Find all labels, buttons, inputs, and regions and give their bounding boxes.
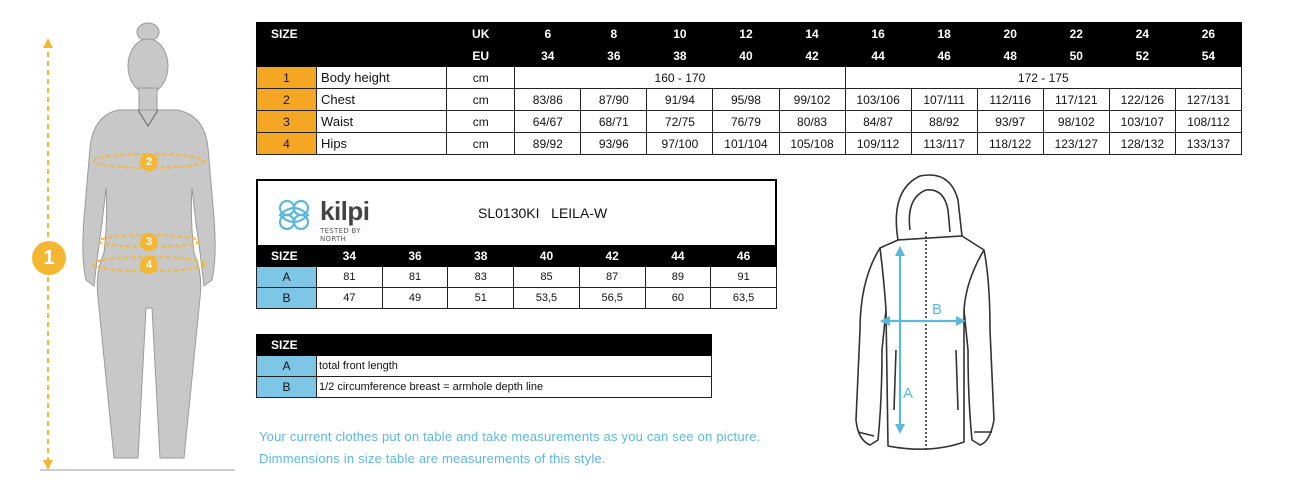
eu-size: 40 (713, 45, 779, 67)
cell: 109/112 (845, 133, 911, 155)
legend-label: A (257, 356, 317, 377)
legend-text: 1/2 circumference breast = armhole depth line (317, 377, 712, 398)
product-row-a (257, 267, 777, 288)
cell: 60 (645, 288, 711, 309)
cell: 93/97 (977, 111, 1043, 133)
cell: 103/106 (845, 89, 911, 111)
cell: 123/127 (1043, 133, 1109, 155)
uk-size: 20 (977, 23, 1043, 45)
cell: 95/98 (713, 89, 779, 111)
eu-size: 34 (515, 45, 581, 67)
size-header-blank (257, 45, 447, 67)
size-label: SIZE (257, 246, 317, 267)
unit: cm (447, 133, 515, 155)
cell: 99/102 (779, 89, 845, 111)
instruction-note: Dimmensions in size table are measurements of this style. (259, 451, 606, 466)
knot-icon (272, 193, 316, 237)
cell: 91/94 (647, 89, 713, 111)
row-chest (257, 89, 1242, 111)
legend-row-a (257, 356, 712, 377)
cell: 103/107 (1109, 111, 1175, 133)
cell: 128/132 (1109, 133, 1175, 155)
size-header-label: SIZE (257, 23, 447, 45)
product-header-row (257, 246, 777, 267)
product-size: 34 (317, 246, 383, 267)
height-range: 160 - 170 (515, 67, 845, 89)
cell: 85 (514, 267, 580, 288)
measurement-name: Body height (317, 67, 447, 89)
cell: 89/92 (515, 133, 581, 155)
cell: 117/121 (1043, 89, 1109, 111)
cell: 64/67 (515, 111, 581, 133)
uk-size: 18 (911, 23, 977, 45)
jacket-label-b: B (932, 301, 943, 318)
kilpi-logo (272, 189, 382, 243)
cell: 56,5 (579, 288, 645, 309)
cell: 91 (711, 267, 777, 288)
measurement-name: Hips (317, 133, 447, 155)
cell: 88/92 (911, 111, 977, 133)
row-body-height (257, 67, 1242, 89)
brand-name: kilpi (320, 196, 370, 226)
uk-size: 14 (779, 23, 845, 45)
measurement-name: Waist (317, 111, 447, 133)
marker-2: 2 (140, 153, 158, 171)
uk-size: 12 (713, 23, 779, 45)
cell: 49 (382, 288, 448, 309)
cell: 112/116 (977, 89, 1043, 111)
marker-3: 3 (140, 233, 158, 251)
cell: 107/111 (911, 89, 977, 111)
product-header-panel (256, 179, 777, 245)
measurement-name: Chest (317, 89, 447, 111)
cell: 47 (317, 288, 383, 309)
eu-size: 36 (581, 45, 647, 67)
product-size: 38 (448, 246, 514, 267)
marker-4: 4 (140, 256, 158, 274)
eu-size: 38 (647, 45, 713, 67)
header-row-uk (257, 23, 1242, 45)
legend-header-row (257, 335, 712, 356)
measurement-legend-table (256, 334, 712, 398)
eu-size: 46 (911, 45, 977, 67)
legend-header-blank (317, 335, 712, 356)
cell: 72/75 (647, 111, 713, 133)
eu-size: 48 (977, 45, 1043, 67)
product-size: 36 (382, 246, 448, 267)
uk-size: 16 (845, 23, 911, 45)
cell: 83/86 (515, 89, 581, 111)
uk-size: 6 (515, 23, 581, 45)
product-size-table (256, 245, 777, 309)
row-waist (257, 111, 1242, 133)
eu-size: 50 (1043, 45, 1109, 67)
cell: 76/79 (713, 111, 779, 133)
cell: 113/117 (911, 133, 977, 155)
cell: 84/87 (845, 111, 911, 133)
cell: 83 (448, 267, 514, 288)
row-label: A (257, 267, 317, 288)
system-uk: UK (447, 23, 515, 45)
eu-size: 42 (779, 45, 845, 67)
product-row-b (257, 288, 777, 309)
row-number: 4 (257, 133, 317, 155)
height-range: 172 - 175 (845, 67, 1241, 89)
product-size: 42 (579, 246, 645, 267)
cell: 93/96 (581, 133, 647, 155)
cell: 89 (645, 267, 711, 288)
cell: 105/108 (779, 133, 845, 155)
uk-size: 8 (581, 23, 647, 45)
cell: 63,5 (711, 288, 777, 309)
jacket-label-a: A (903, 385, 914, 402)
uk-size: 10 (647, 23, 713, 45)
uk-size: 24 (1109, 23, 1175, 45)
cell: 122/126 (1109, 89, 1175, 111)
instruction-note: Your current clothes put on table and take measurements as you can see on picture. (259, 429, 761, 444)
unit: cm (447, 111, 515, 133)
product-size: 46 (711, 246, 777, 267)
cell: 87/90 (581, 89, 647, 111)
eu-size: 52 (1109, 45, 1175, 67)
cell: 108/112 (1175, 111, 1241, 133)
cell: 53,5 (514, 288, 580, 309)
cell: 133/137 (1175, 133, 1241, 155)
cell: 101/104 (713, 133, 779, 155)
eu-size: 54 (1175, 45, 1241, 67)
row-number: 1 (257, 67, 317, 89)
unit: cm (447, 67, 515, 89)
product-code-name: SL0130KI LEILA-W (478, 205, 608, 221)
eu-size: 44 (845, 45, 911, 67)
cell: 97/100 (647, 133, 713, 155)
cell: 87 (579, 267, 645, 288)
cell: 127/131 (1175, 89, 1241, 111)
size-chart-table (256, 22, 1242, 155)
jacket-diagram (840, 170, 1010, 460)
brand-tagline: TESTED BY NORTH (320, 227, 361, 243)
size-label: SIZE (257, 335, 317, 356)
marker-1: 1 (32, 241, 66, 275)
uk-size: 26 (1175, 23, 1241, 45)
cell: 118/122 (977, 133, 1043, 155)
row-hips (257, 133, 1242, 155)
header-row-eu (257, 45, 1242, 67)
row-number: 2 (257, 89, 317, 111)
cell: 81 (317, 267, 383, 288)
uk-size: 22 (1043, 23, 1109, 45)
cell: 81 (382, 267, 448, 288)
unit: cm (447, 89, 515, 111)
row-label: B (257, 288, 317, 309)
row-number: 3 (257, 111, 317, 133)
system-eu: EU (447, 45, 515, 67)
cell: 98/102 (1043, 111, 1109, 133)
cell: 51 (448, 288, 514, 309)
legend-text: total front length (317, 356, 712, 377)
legend-row-b (257, 377, 712, 398)
legend-label: B (257, 377, 317, 398)
product-size: 44 (645, 246, 711, 267)
cell: 68/71 (581, 111, 647, 133)
cell: 80/83 (779, 111, 845, 133)
product-size: 40 (514, 246, 580, 267)
